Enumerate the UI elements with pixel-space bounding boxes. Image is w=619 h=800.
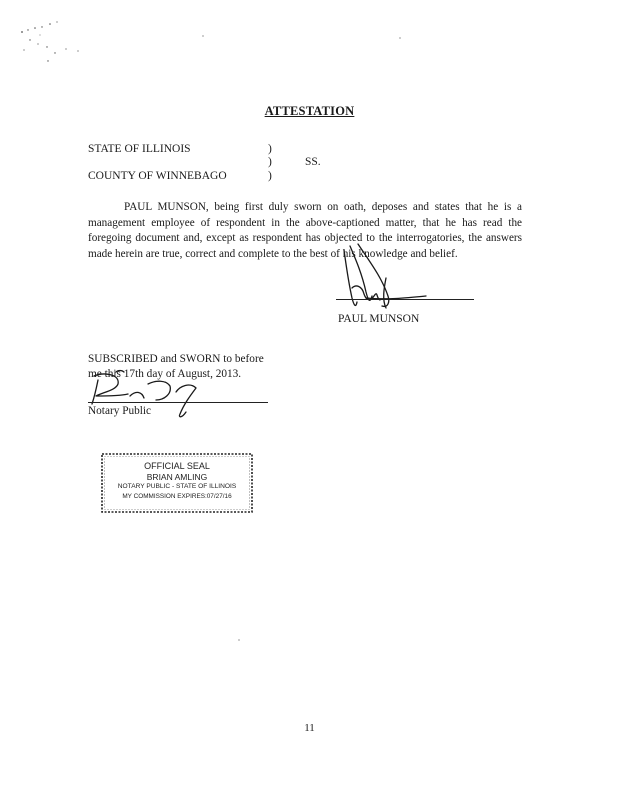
seal-line-4: MY COMMISSION EXPIRES:07/27/16 [122, 493, 232, 500]
affiant-signature [326, 238, 486, 318]
venue-paren: ) [268, 143, 272, 155]
venue-county: COUNTY OF WINNEBAGO [88, 170, 227, 182]
affiant-name: PAUL MUNSON [338, 313, 420, 325]
venue-paren: ) [268, 156, 272, 168]
seal-line-2: BRIAN AMLING [146, 472, 208, 482]
venue-state: STATE OF ILLINOIS [88, 143, 191, 155]
venue-ss: SS. [305, 156, 321, 168]
jurat-line-2: me this 17th day of August, 2013. [88, 368, 242, 380]
affiant-signature-line [336, 299, 474, 300]
page-number: 11 [304, 722, 315, 734]
attestation-paragraph: PAUL MUNSON, being first duly sworn on oath, deposes and states that he is a management employee of respondent in the above-captioned matter, that he has read the foregoing document and, except as respondent has objected to the interrogatories, the answers made herein are true, correct and complete to the best of his knowledge and belief. [88, 201, 522, 260]
notary-signature-line [88, 402, 268, 403]
notary-label: Notary Public [88, 405, 152, 417]
seal-line-3: NOTARY PUBLIC - STATE OF ILLINOIS [117, 483, 237, 490]
seal-line-1: OFFICIAL SEAL [144, 461, 210, 471]
jurat-line-1: SUBSCRIBED and SWORN to before [88, 353, 264, 365]
venue-paren: ) [268, 170, 272, 182]
official-seal-stamp [100, 452, 254, 514]
document-title: ATTESTATION [264, 104, 355, 118]
